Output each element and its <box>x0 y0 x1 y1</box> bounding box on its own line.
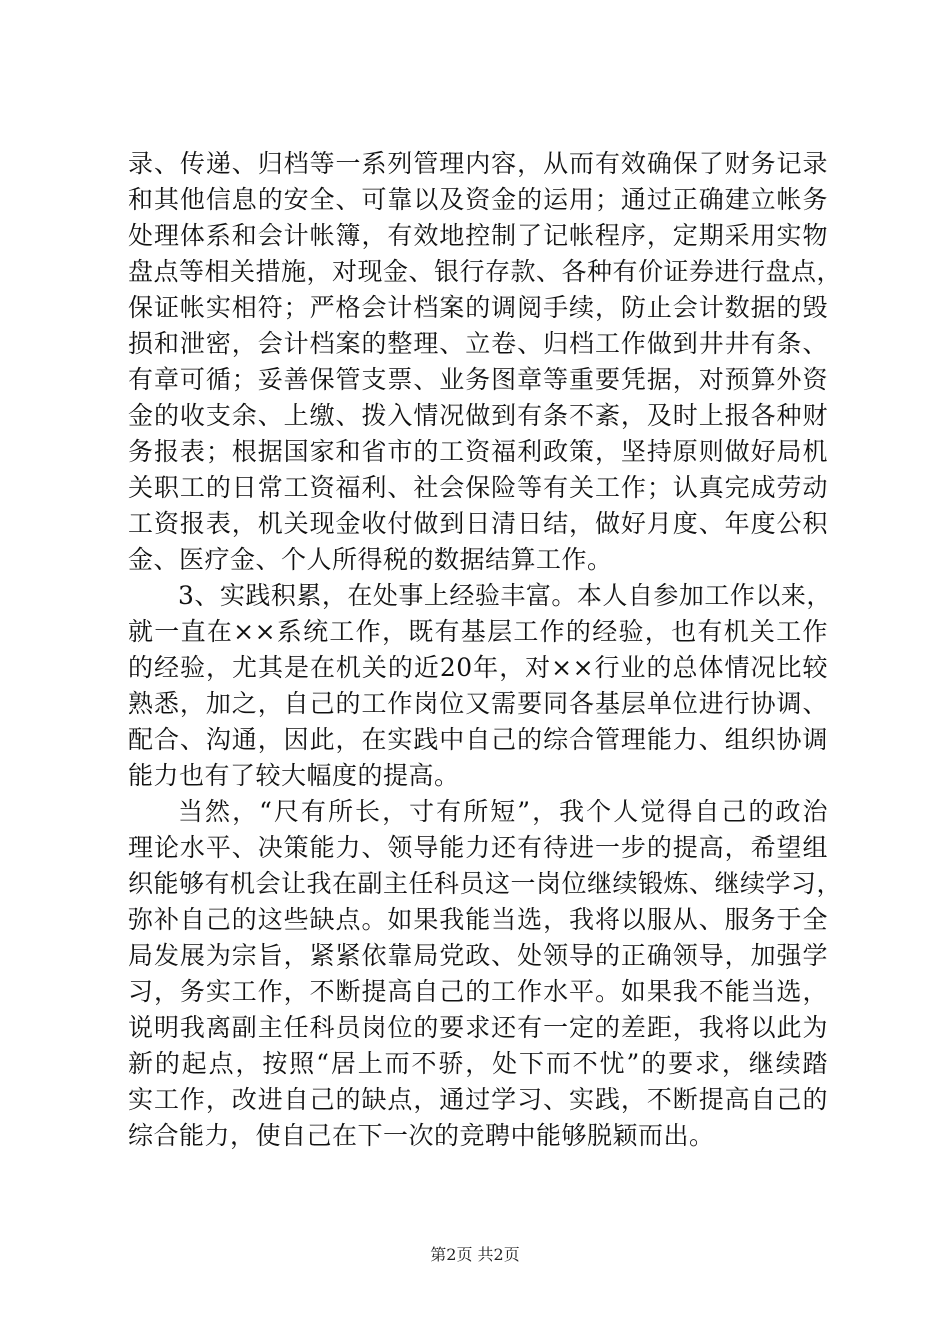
text-line: 弥补自己的这些缺点。如果我能当选，我将以服从、服务于全 <box>128 905 828 934</box>
text-line: 录、传递、归档等一系列管理内容，从而有效确保了财务记录 <box>128 149 828 178</box>
text-line: 配合、沟通，因此，在实践中自己的综合管理能力、组织协调 <box>128 725 828 754</box>
text-line: 新的起点，按照“居上而不骄，处下而不忧”的要求，继续踏 <box>128 1049 828 1078</box>
text-line: 和其他信息的安全、可靠以及资金的运用；通过正确建立帐务 <box>128 185 828 214</box>
paragraph-start-line: 3、实践积累，在处事上经验丰富。本人自参加工作以来， <box>178 581 832 610</box>
text-line: 金的收支余、上缴、拨入情况做到有条不紊，及时上报各种财 <box>128 401 828 430</box>
page-number-footer: 第2页 共2页 <box>430 1245 520 1264</box>
text-line: 熟悉，加之，自己的工作岗位又需要同各基层单位进行协调、 <box>128 689 828 718</box>
text-line: 工资报表，机关现金收付做到日清日结，做好月度、年度公积 <box>128 509 828 538</box>
text-line: 说明我离副主任科员岗位的要求还有一定的差距，我将以此为 <box>128 1013 828 1042</box>
paragraph-start-line: 当然，“尺有所长，寸有所短”，我个人觉得自己的政治 <box>178 797 828 826</box>
text-line: 损和泄密，会计档案的整理、立卷、归档工作做到井井有条、 <box>128 329 828 358</box>
text-line: 实工作，改进自己的缺点，通过学习、实践，不断提高自己的 <box>128 1085 828 1114</box>
text-line: 能力也有了较大幅度的提高。 <box>128 761 460 790</box>
text-line: 务报表；根据国家和省市的工资福利政策，坚持原则做好局机 <box>128 437 828 466</box>
text-line: 处理体系和会计帐簿，有效地控制了记帐程序，定期采用实物 <box>128 221 828 250</box>
body-text <box>128 146 843 1154</box>
text-line: 就一直在××系统工作，既有基层工作的经验，也有机关工作 <box>128 617 828 646</box>
text-line: 综合能力，使自己在下一次的竞聘中能够脱颖而出。 <box>128 1121 715 1150</box>
text-line: 的经验，尤其是在机关的近20年，对××行业的总体情况比较 <box>128 653 828 682</box>
text-line: 保证帐实相符；严格会计档案的调阅手续，防止会计数据的毁 <box>128 293 828 322</box>
text-line: 关职工的日常工资福利、社会保险等有关工作；认真完成劳动 <box>128 473 828 502</box>
text-line: 织能够有机会让我在副主任科员这一岗位继续锻炼、继续学习， <box>128 869 843 898</box>
text-line: 金、医疗金、个人所得税的数据结算工作。 <box>128 545 613 574</box>
text-line: 有章可循；妥善保管支票、业务图章等重要凭据，对预算外资 <box>128 365 828 394</box>
text-line: 理论水平、决策能力、领导能力还有待进一步的提高，希望组 <box>128 833 828 862</box>
text-line: 盘点等相关措施，对现金、银行存款、各种有价证券进行盘点， <box>128 257 843 286</box>
text-line: 局发展为宗旨，紧紧依靠局党政、处领导的正确领导，加强学 <box>128 941 828 970</box>
text-line: 习，务实工作，不断提高自己的工作水平。如果我不能当选， <box>128 977 828 1006</box>
